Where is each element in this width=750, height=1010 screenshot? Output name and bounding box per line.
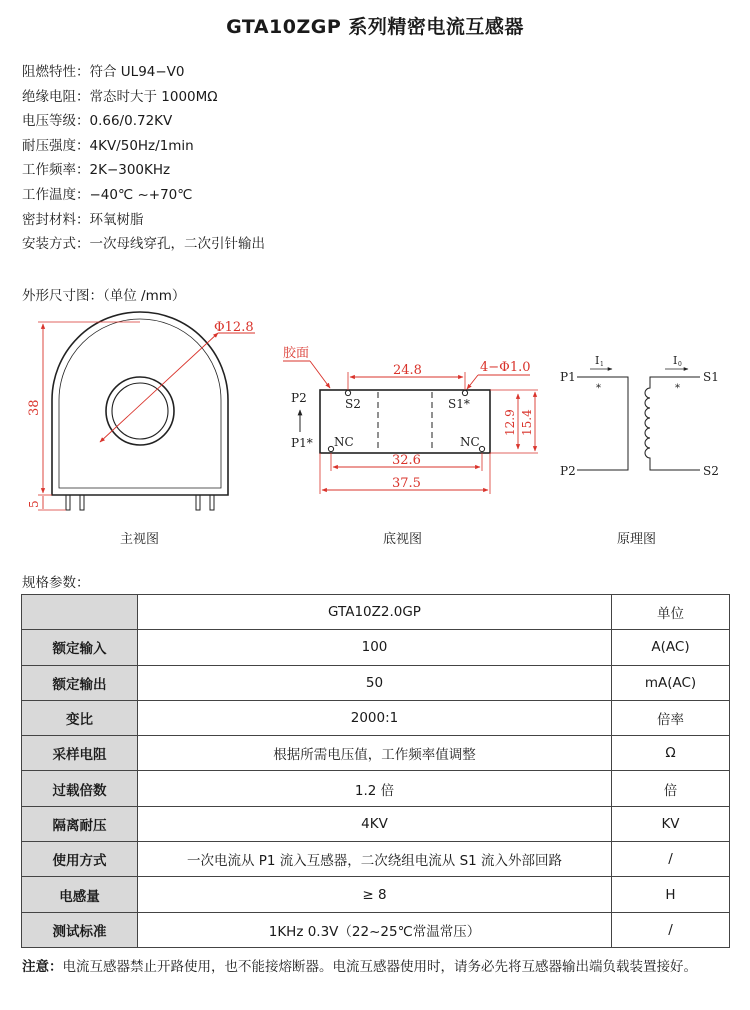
front-pin — [66, 495, 70, 510]
dims-heading: 外形尺寸图：（单位 /mm） — [22, 288, 186, 304]
spec-temperature — [22, 183, 265, 208]
spec-value: 环氧树脂 — [89, 211, 144, 228]
table-unit-header: 单位 — [612, 595, 730, 630]
spec-value: 常态时大于 1000MΩ — [89, 88, 218, 105]
bottom-glue-label: 胶面 — [283, 346, 310, 361]
front-height-label: 38 — [27, 399, 42, 416]
bottom-p1-label: P1* — [291, 436, 313, 450]
spec-value: 一次母线穿孔，二次引针输出 — [89, 236, 265, 253]
bottom-pin-nc-right — [479, 446, 484, 451]
spec-flame — [22, 60, 265, 85]
note-text: 电流互感器禁止开路使用，也不能接熔断器。电流互感器使用时，请务必先将互感器输出端负载装置接好。 — [62, 959, 697, 975]
front-hole-outer — [106, 377, 174, 445]
bottom-pin-s2 — [345, 390, 350, 395]
front-hole-leader — [100, 333, 218, 442]
spec-label: 阻燃特性： — [22, 64, 90, 80]
bottom-nc-left-label: NC — [334, 435, 354, 449]
table-value: 1KHz 0.3V（22~25℃常温常压） — [138, 912, 612, 947]
table-unit: Ω — [612, 736, 730, 771]
table-corner-cell — [22, 595, 138, 630]
table-param: 额定输出 — [22, 665, 138, 700]
bottom-caption: 底视图 — [383, 532, 423, 547]
table-row — [22, 842, 730, 877]
table-unit: H — [612, 877, 730, 912]
schematic-p2-label: P2 — [560, 464, 576, 478]
table-param: 电感量 — [22, 877, 138, 912]
spec-label: 工作频率： — [22, 162, 90, 179]
spec-withstand — [22, 134, 265, 159]
schematic-i1-label: I — [595, 354, 600, 367]
note — [22, 953, 734, 981]
front-hole-label: Φ12.8 — [214, 320, 254, 335]
bottom-s1-label: S1* — [448, 397, 470, 411]
table-row — [22, 736, 730, 771]
table-unit: mA(AC) — [612, 665, 730, 700]
schematic-star-secondary: * — [675, 383, 680, 394]
table-row — [22, 630, 730, 665]
table-model-header: GTA10Z2.0GP — [138, 595, 612, 630]
table-value: 根据所需电压值，工作频率值调整 — [138, 736, 612, 771]
table-value: 4KV — [138, 806, 612, 841]
bottom-height-b-label: 15.4 — [520, 409, 534, 436]
front-inner-outline — [59, 319, 221, 488]
spec-value: −40℃ ~+70℃ — [89, 186, 193, 203]
table-param: 过载倍数 — [22, 771, 138, 806]
schematic-i1-sub: 1 — [600, 361, 604, 368]
spec-value: 0.66/0.72KV — [89, 113, 173, 130]
schematic-s2-label: S2 — [703, 464, 719, 478]
front-hole-inner — [112, 383, 168, 439]
page-title: GTA10ZGP 系列精密电流互感器 — [226, 16, 524, 38]
front-pin — [196, 495, 200, 510]
spec-label: 工作温度： — [22, 186, 90, 203]
table-heading: 规格参数： — [22, 575, 90, 591]
table-param: 使用方式 — [22, 842, 138, 877]
table-value: ≥ 8 — [138, 877, 612, 912]
spec-label: 耐压强度： — [22, 137, 90, 154]
table-row — [22, 771, 730, 806]
table-value: 1.2 倍 — [138, 771, 612, 806]
spec-label: 安装方式： — [22, 236, 90, 253]
table-row — [22, 912, 730, 947]
table-header-row — [22, 595, 730, 630]
schematic-star-primary: * — [596, 383, 601, 394]
table-param: 额定输入 — [22, 630, 138, 665]
schematic-caption: 原理图 — [617, 532, 657, 547]
dimension-drawing — [0, 305, 750, 555]
table-row — [22, 806, 730, 841]
table-row — [22, 700, 730, 735]
table-value: 2000:1 — [138, 700, 612, 735]
table-unit: 倍率 — [612, 700, 730, 735]
table-unit: 倍 — [612, 771, 730, 806]
spec-value: 4KV/50Hz/1min — [89, 137, 194, 154]
bottom-p2-label: P2 — [291, 391, 307, 405]
table-value: 一次电流从 P1 流入互感器，二次绕组电流从 S1 流入外部回路 — [138, 842, 612, 877]
bottom-top-dim-label: 24.8 — [393, 363, 422, 378]
bottom-s2-label: S2 — [345, 397, 361, 411]
spec-mounting — [22, 232, 265, 257]
table-param: 变比 — [22, 700, 138, 735]
bottom-nc-right-label: NC — [460, 435, 480, 449]
schematic-primary — [577, 377, 628, 470]
table-unit: / — [612, 842, 730, 877]
spec-label: 电压等级： — [22, 113, 90, 130]
schematic-i0-sub: 0 — [678, 361, 682, 368]
table-unit: / — [612, 912, 730, 947]
bottom-hole-spec: 4−Φ1.0 — [480, 360, 531, 375]
spec-frequency — [22, 158, 265, 183]
note-label: 注意： — [22, 959, 63, 975]
spec-insulation — [22, 85, 265, 110]
front-caption: 主视图 — [120, 532, 160, 547]
front-pin — [80, 495, 84, 510]
spec-sealing — [22, 208, 265, 233]
schematic-i0-label: I — [673, 354, 678, 367]
table-param: 测试标准 — [22, 912, 138, 947]
bottom-hole-leader — [467, 375, 478, 389]
bottom-glue-leader — [310, 361, 330, 388]
spec-label: 密封材料： — [22, 211, 90, 228]
spec-value: 2K−300KHz — [89, 162, 171, 179]
bottom-view — [283, 346, 538, 547]
bottom-height-a-label: 12.9 — [503, 409, 517, 436]
table-param: 隔离耐压 — [22, 806, 138, 841]
table-unit: A(AC) — [612, 630, 730, 665]
spec-list — [22, 60, 265, 257]
table-unit: KV — [612, 806, 730, 841]
bottom-outer-dim-label: 37.5 — [392, 476, 421, 491]
spec-table — [21, 594, 730, 948]
table-param: 采样电阻 — [22, 736, 138, 771]
bottom-pin-nc-left — [328, 446, 333, 451]
table-value: 100 — [138, 630, 612, 665]
front-view — [27, 312, 255, 547]
bottom-pin-s1 — [462, 390, 467, 395]
spec-value: 符合 UL94−V0 — [89, 64, 185, 80]
table-value: 50 — [138, 665, 612, 700]
front-pin-label: 5 — [27, 500, 41, 508]
schematic-p1-label: P1 — [560, 370, 576, 384]
bottom-inner-dim-label: 32.6 — [392, 453, 421, 468]
table-row — [22, 877, 730, 912]
schematic-secondary — [645, 377, 700, 470]
front-pin — [210, 495, 214, 510]
schematic-view — [560, 354, 719, 547]
schematic-s1-label: S1 — [703, 370, 719, 384]
front-body-outline — [52, 312, 228, 495]
table-row — [22, 665, 730, 700]
spec-label: 绝缘电阻： — [22, 88, 90, 105]
spec-voltage — [22, 109, 265, 134]
